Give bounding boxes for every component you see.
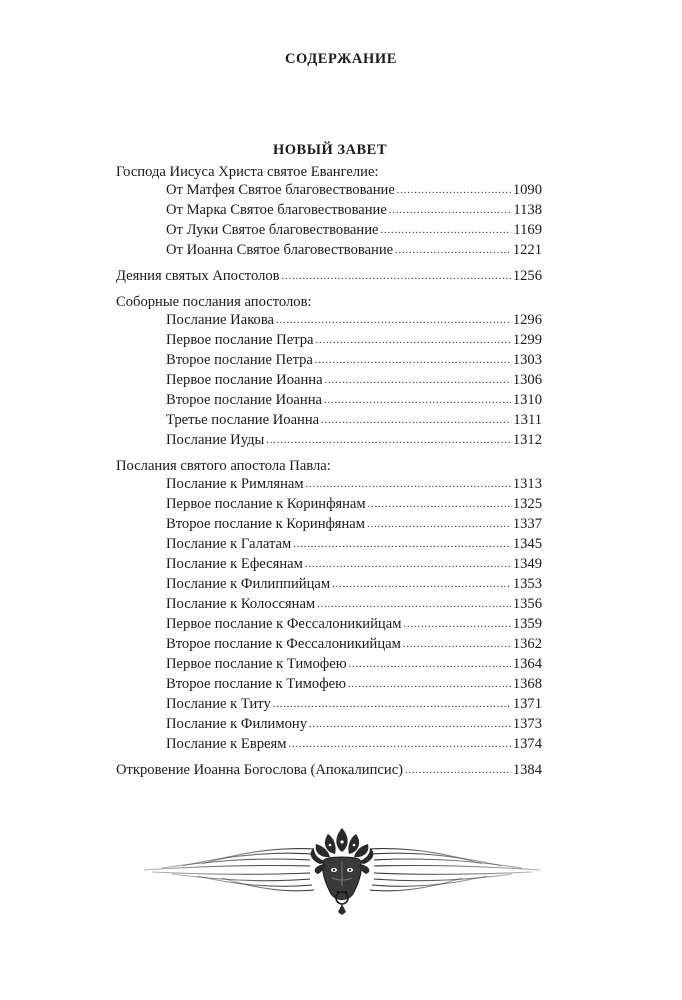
dot-leader [403, 636, 511, 654]
toc-entry-title: От Марка Святое благовествование [166, 202, 387, 218]
toc-entry-page: 1313 [512, 476, 542, 492]
toc-entry-title: Деяния святых Апостолов [116, 268, 280, 284]
dot-leader [403, 616, 510, 634]
toc-entry-page: 1362 [512, 636, 542, 652]
toc-entry-title: Послание к Колоссянам [166, 596, 316, 612]
toc-entry-page: 1356 [512, 596, 542, 612]
toc-entry[interactable] [116, 615, 542, 635]
toc-entry-title: Послание к Галатам [166, 536, 292, 552]
toc-entry-title: Первое послание Иоанна [166, 372, 323, 388]
toc-entry-page: 1306 [512, 372, 542, 388]
toc-entry-title: Второе послание к Фессалоникийцам [166, 636, 401, 652]
dot-leader [321, 412, 511, 430]
toc-entry-page: 1371 [512, 696, 542, 712]
dot-leader [317, 596, 511, 614]
toc-entry-page: 1353 [512, 576, 542, 592]
toc-entry[interactable] [116, 695, 542, 715]
toc-entry[interactable] [116, 201, 542, 221]
toc-entry[interactable] [116, 655, 542, 675]
dot-leader [348, 676, 511, 694]
toc-group-title-catholic-epistles: Соборные послания апостолов: [116, 294, 312, 310]
dot-leader [367, 516, 511, 534]
toc-entry[interactable] [116, 431, 542, 451]
bull-head-ornament-icon [142, 826, 542, 916]
toc-entry[interactable] [116, 715, 542, 735]
toc-entry-page: 1374 [512, 736, 542, 752]
toc-entry-page: 1325 [512, 496, 542, 512]
toc-entry-page: 1296 [512, 312, 542, 328]
toc-entry-title: От Матфея Святое благовествование [166, 182, 395, 198]
toc-entry[interactable] [116, 241, 542, 261]
dot-leader [397, 182, 511, 200]
toc-entry-page: 1368 [512, 676, 542, 692]
toc-entry-page: 1384 [512, 762, 542, 778]
toc-entry[interactable] [116, 267, 542, 287]
toc-entry[interactable] [116, 555, 542, 575]
dot-leader [315, 352, 511, 370]
toc-entry-title: От Луки Святое благовествование [166, 222, 379, 238]
dot-leader [282, 268, 511, 286]
toc-entry[interactable] [116, 761, 542, 781]
dot-leader [288, 736, 510, 754]
toc-entry[interactable] [116, 595, 542, 615]
toc-entry[interactable] [116, 675, 542, 695]
dot-leader [405, 762, 511, 780]
toc-entry-title: Послание к Ефесянам [166, 556, 303, 572]
section-heading: НОВЫЙ ЗАВЕТ [272, 142, 387, 158]
toc-entry-title: Второе послание Иоанна [166, 392, 322, 408]
toc-entry-page: 1138 [513, 202, 542, 218]
dot-leader [332, 576, 511, 594]
toc-entry-title: Третье послание Иоанна [166, 412, 320, 428]
dot-leader [324, 392, 511, 410]
toc-entry-page: 1256 [512, 268, 542, 284]
toc-entry[interactable] [116, 331, 542, 351]
dot-leader [395, 242, 511, 260]
dot-leader [316, 332, 511, 350]
toc-entry-page: 1299 [512, 332, 542, 348]
toc-entry[interactable] [116, 535, 542, 555]
dot-leader [306, 476, 511, 494]
toc-entry-page: 1169 [513, 222, 542, 238]
toc-entry-title: Второе послание к Коринфянам [166, 516, 366, 532]
toc-group-title-gospels: Господа Иисуса Христа святое Евангелие: [116, 164, 379, 180]
toc-entry-title: Послание к Титу [166, 696, 271, 712]
toc-entry[interactable] [116, 221, 542, 241]
toc-entry[interactable] [116, 575, 542, 595]
toc-entry-title: Послание к Римлянам [166, 476, 304, 492]
toc-entry-title: Первое послание к Коринфянам [166, 496, 366, 512]
dot-leader [368, 496, 511, 514]
dot-leader [276, 312, 511, 330]
toc-entry[interactable] [116, 635, 542, 655]
toc-entry[interactable] [116, 475, 542, 495]
toc-entry[interactable] [116, 495, 542, 515]
toc-entry-page: 1303 [512, 352, 542, 368]
toc-entry-page: 1373 [512, 716, 542, 732]
toc-group-title-pauline-epistles: Послания святого апостола Павла: [116, 458, 331, 474]
toc-entry-page: 1359 [512, 616, 542, 632]
toc-entry-title: Послание к Филиппийцам [166, 576, 331, 592]
toc-entry-title: Откровение Иоанна Богослова (Апокалипсис) [116, 762, 404, 778]
dot-leader [293, 536, 511, 554]
toc-entry-page: 1337 [512, 516, 542, 532]
toc-entry[interactable] [116, 391, 542, 411]
toc-entry[interactable] [116, 351, 542, 371]
dot-leader [305, 556, 511, 574]
page-title: СОДЕРЖАНИЕ [284, 51, 398, 67]
toc-entry[interactable] [116, 371, 542, 391]
toc-entry-title: Первое послание к Тимофею [166, 656, 347, 672]
toc-entry-title: Послание Иуды [166, 432, 265, 448]
toc-entry-title: Послание Иакова [166, 312, 275, 328]
toc-entry-title: Второе послание к Тимофею [166, 676, 347, 692]
toc-entry-page: 1345 [512, 536, 542, 552]
toc-entry[interactable] [116, 181, 542, 201]
toc-entry[interactable] [116, 411, 542, 431]
toc-entry-page: 1312 [512, 432, 542, 448]
toc-entry-title: Послание к Евреям [166, 736, 287, 752]
toc-entry-page: 1349 [512, 556, 542, 572]
dot-leader [273, 696, 511, 714]
toc-entry-page: 1364 [512, 656, 542, 672]
table-of-contents [116, 163, 542, 781]
dot-leader [325, 372, 511, 390]
toc-entry[interactable] [116, 311, 542, 331]
toc-entry[interactable] [116, 735, 542, 755]
dot-leader [389, 202, 511, 220]
toc-entry-page: 1090 [512, 182, 542, 198]
toc-entry-page: 1310 [512, 392, 542, 408]
dot-leader [349, 656, 511, 674]
toc-entry-title: От Иоанна Святое благовествование [166, 242, 394, 258]
toc-entry[interactable] [116, 515, 542, 535]
toc-entry-page: 1311 [513, 412, 542, 428]
dot-leader [309, 716, 511, 734]
toc-entry-page: 1221 [512, 242, 542, 258]
toc-entry-title: Второе послание Петра [166, 352, 313, 368]
dot-leader [380, 222, 511, 240]
toc-entry-title: Первое послание к Фессалоникийцам [166, 616, 402, 632]
toc-entry-title: Первое послание Петра [166, 332, 314, 348]
toc-entry-title: Послание к Филимону [166, 716, 307, 732]
dot-leader [266, 432, 510, 450]
